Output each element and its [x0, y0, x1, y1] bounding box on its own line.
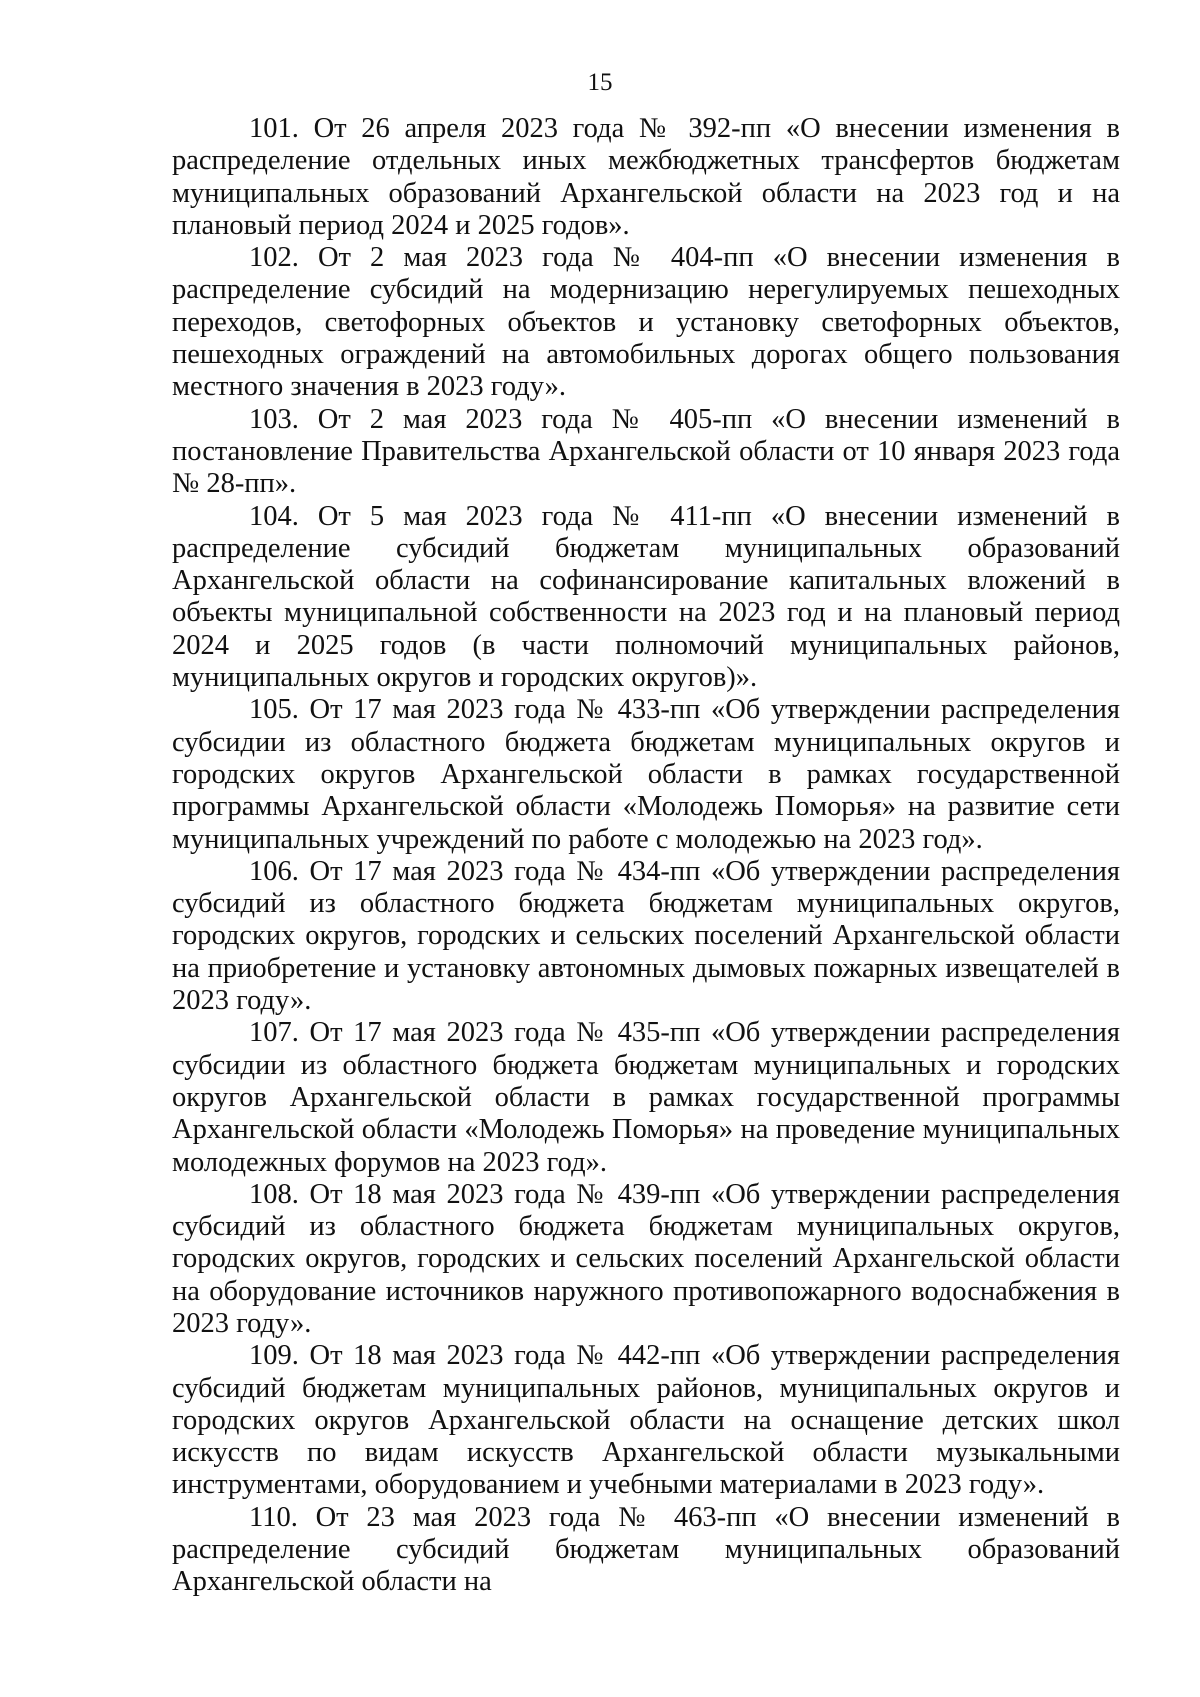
list-item: 103. От 2 мая 2023 года № 405-пп «О внесении изменений в постановление Правительства Архангельской области от 10 января 2023 года № 28-пп».: [172, 403, 1120, 500]
list-item: 101. От 26 апреля 2023 года № 392-пп «О внесении изменения в распределение отдельных иных межбюджетных трансфертов бюджетам муниципальных образований Архангельской области на 2023 год и на плановый период 2024 и 2025 годов».: [172, 113, 1120, 241]
list-item: 106. От 17 мая 2023 года № 434-пп «Об утверждении распределения субсидий из областного бюджета бюджетам муниципальных округов, городских округов, городских и сельских поселений Архангельской области на приобретение и установку автономных дымовых пожарных извещателей в 2023 году».: [172, 855, 1120, 1017]
list-item: 107. От 17 мая 2023 года № 435-пп «Об утверждении распределения субсидии из областного бюджета бюджетам муниципальных и городских округов Архангельской области в рамках государственной программы Архангельской области «Молодежь Поморья» на проведение муниципальных молодежных форумов на 2023 год».: [172, 1017, 1120, 1178]
list-item: 105. От 17 мая 2023 года № 433-пп «Об утверждении распределения субсидии из областного бюджета бюджетам муниципальных округов и городских округов Архангельской области в рамках государственной программы Архангельской области «Молодежь Поморья» на развитие сети муниципальных учреждений по работе с молодежью на 2023 год».: [172, 694, 1120, 855]
document-body: [172, 113, 1120, 1599]
list-item: 110. От 23 мая 2023 года № 463-пп «О внесении изменений в распределение субсидий бюджетам муниципальных образований Архангельской области на: [172, 1501, 1120, 1598]
list-item: 102. От 2 мая 2023 года № 404-пп «О внесении изменения в распределение субсидий на модернизацию нерегулируемых пешеходных переходов, светофорных объектов и установку светофорных объектов, пешеходных ограждений на автомобильных дорогах общего пользования местного значения в 2023 году».: [172, 242, 1120, 403]
page-number: 15: [587, 69, 613, 96]
list-item: 109. От 18 мая 2023 года № 442-пп «Об утверждении распределения субсидий бюджетам муниципальных районов, муниципальных округов и городских округов Архангельской области на оснащение детских школ искусств по видам искусств Архангельской области музыкальными инструментами, оборудованием и учебными материалами в 2023 году».: [172, 1340, 1120, 1501]
list-item: 108. От 18 мая 2023 года № 439-пп «Об утверждении распределения субсидий из областного бюджета бюджетам муниципальных округов, городских округов, городских и сельских поселений Архангельской области на оборудование источников наружного противопожарного водоснабжения в 2023 году».: [172, 1178, 1120, 1339]
list-item: 104. От 5 мая 2023 года № 411-пп «О внесении изменений в распределение субсидий бюджетам муниципальных образований Архангельской области на софинансирование капитальных вложений в объекты муниципальной собственности на 2023 год и на плановый период 2024 и 2025 годов (в части полномочий муниципальных районов, муниципальных округов и городских округов)».: [172, 500, 1120, 694]
